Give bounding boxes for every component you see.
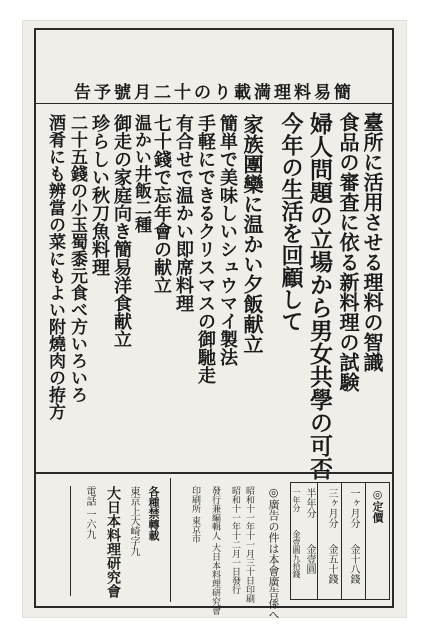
price-row-1-term: 一ヶ月分 [348, 488, 359, 528]
notice-publisher: 大日本料理研究會 [105, 486, 121, 598]
colophon-line-3: 發行兼編輯人 大日本料理研究會 [210, 486, 220, 615]
colophon-line-2: 昭和十一年十二月一日發行 [230, 486, 240, 594]
colophon-line-1: 昭和十一年十一月三十日印刷 [244, 486, 254, 603]
article-line-10: 酒肴にも辨當の菜にもよい附燒肉の拵方 [45, 114, 65, 420]
price-row-1-amount: 金十八錢 [348, 544, 359, 584]
article-line-3: 手軽にできるクリスマスの御馳走 [195, 114, 216, 384]
article-line-1: 家族團欒に温かい夕飯献立 [240, 114, 264, 354]
notice-address: 東京上大崎字九 [128, 486, 139, 556]
article-line-4: 有合せで温かい即席料理 [173, 114, 194, 312]
headline-coeducation: 婦人問題の立場から男女共學の可否 [306, 112, 333, 480]
notice-phone: 電話 一六九 [84, 486, 95, 540]
section-divider [34, 472, 394, 474]
notice-title: 各種禁轉載 [147, 486, 160, 541]
price-row-3-amount: 金壹圓 [304, 544, 315, 574]
colophon-line-4: 印刷所 東京市 [190, 486, 200, 543]
notice-rule [70, 486, 71, 596]
magazine-page [22, 20, 407, 618]
article-line-9: 二十五錢の小玉蜀黍元食べ方いろいろ [67, 114, 87, 403]
price-row-2-amount: 金五十錢 [326, 544, 337, 584]
article-line-5: 七十錢で忘年會の献立 [151, 114, 172, 294]
notice-divider [170, 478, 171, 602]
issue-preview-banner: 告予號月二十のり載満理料易簡 [34, 78, 394, 104]
price-row-2-term: 三ヶ月分 [326, 488, 337, 528]
headline-food-test: 食品の審査に依る新料理の試験 [336, 112, 360, 392]
article-line-7: 御走の家庭向き簡易洋食献立 [111, 114, 132, 348]
price-row-4-term: 一年分 [292, 488, 301, 512]
article-line-8: 珍らしい秋刀魚料理 [89, 114, 110, 276]
price-label: ◎定價 [371, 488, 384, 523]
article-line-2: 簡単で美味しいシュウマイ製法 [217, 114, 238, 366]
headline-kitchen: 臺所に活用させる理料の智識 [360, 112, 384, 372]
price-row-3-term: 半年分 [304, 488, 315, 518]
article-line-6: 温かい井飯二種 [131, 114, 151, 233]
ad-note: ◎廣告の件は本會廣告係へ [267, 486, 280, 620]
headline-year-review: 今年の生活を回顧して [278, 112, 304, 332]
price-row-4-amount: 金壹圓九拾錢 [292, 530, 301, 578]
